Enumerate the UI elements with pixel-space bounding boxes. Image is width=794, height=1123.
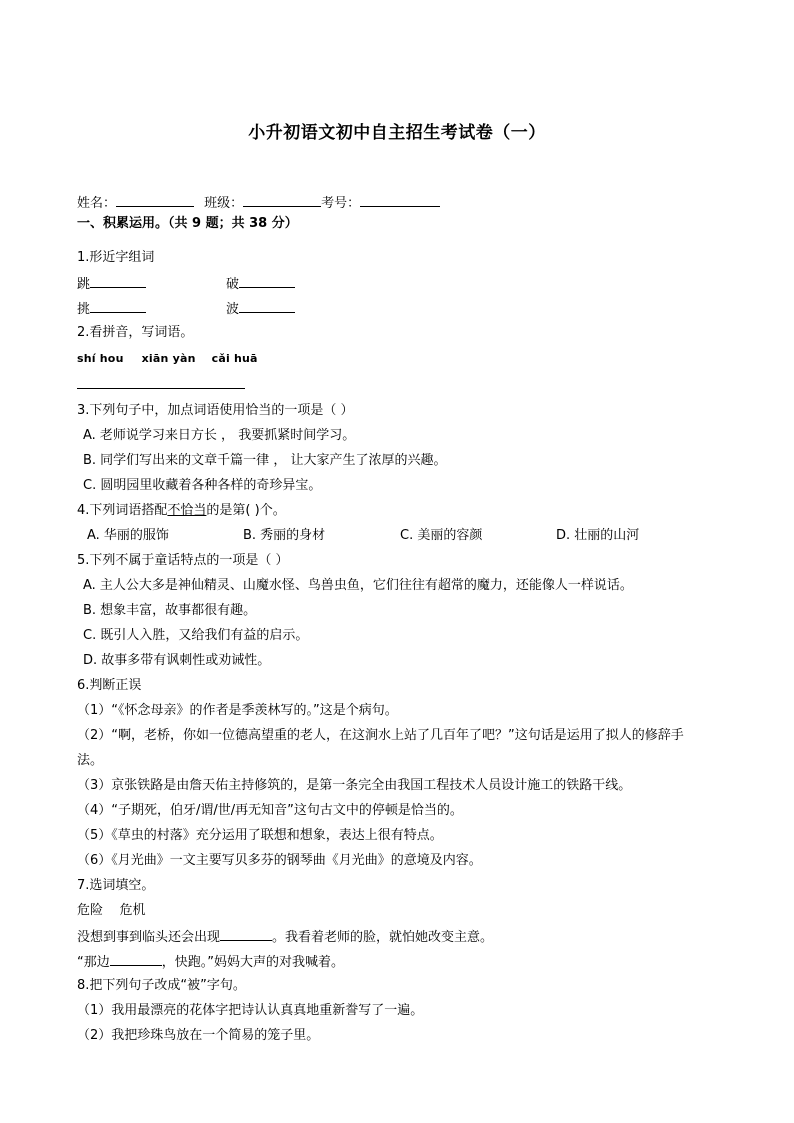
name-blank[interactable] — [116, 194, 194, 207]
q1-row-1 — [77, 275, 146, 293]
q7-line-1 — [77, 928, 493, 946]
q2-answer-row — [77, 376, 245, 394]
question-2-title: 2.看拼音，写词语。 — [77, 325, 194, 340]
q5-option-c[interactable]: C. 既引人入胜，又给我们有益的启示。 — [83, 628, 309, 643]
q6-item: （6）《月光曲》一文主要写贝多芬的钢琴曲《月光曲》的意境及内容。 — [77, 853, 482, 868]
q2-blank[interactable] — [131, 376, 189, 389]
q7-line1-post: 。我看着老师的脸，就怕她改变主意。 — [272, 930, 494, 945]
pinyin-item: shí hou — [77, 352, 124, 365]
q4-option-d[interactable]: D. 壮丽的山河 — [556, 528, 640, 543]
q3-option-b[interactable]: B. 同学们写出来的文章千篇一律 ， 让大家产生了浓厚的兴趣。 — [83, 453, 447, 468]
q5-option-a[interactable]: A. 主人公大多是神仙精灵、山魔水怪、鸟兽虫鱼，它们往往有超常的魔力，还能像人一样说话。 — [83, 578, 633, 593]
q7-blank-2[interactable] — [110, 953, 162, 966]
section-heading: 一、积累运用。（共 9 题；共 38 分） — [77, 216, 298, 231]
pinyin-item: xiān yàn — [141, 352, 196, 365]
q1-char: 波 — [226, 302, 240, 317]
question-3-title: 3.下列句子中，加点词语使用恰当的一项是（ ） — [77, 403, 354, 418]
q7-line2-pre: “那边 — [77, 955, 110, 970]
number-blank[interactable] — [360, 194, 440, 207]
q5-option-b[interactable]: B. 想象丰富，故事都很有趣。 — [83, 603, 257, 618]
q1-row-1b — [226, 275, 295, 293]
q2-pinyin-row — [77, 351, 258, 367]
q2-blank[interactable] — [189, 376, 245, 389]
q8-item: （1）我用最漂亮的花体字把诗认认真真地重新誊写了一遍。 — [77, 1003, 424, 1018]
q1-row-2b — [226, 300, 295, 318]
q1-char: 破 — [226, 277, 240, 292]
q3-option-c[interactable]: C. 圆明园里收藏着各种各样的奇珍异宝。 — [83, 478, 322, 493]
q7-line-2 — [77, 953, 344, 971]
q4-option-c[interactable]: C. 美丽的容颜 — [400, 528, 483, 543]
q6-item-cont: 法。 — [77, 753, 104, 768]
question-6-title: 6.判断正误 — [77, 678, 142, 693]
q1-blank[interactable] — [239, 275, 295, 288]
q3-option-a[interactable]: A. 老师说学习来日方长 ， 我要抓紧时间学习。 — [83, 428, 356, 443]
q4-title-mark: 不恰当 — [167, 503, 207, 518]
pinyin-item: cǎi huā — [211, 352, 258, 365]
q4-option-b[interactable]: B. 秀丽的身材 — [243, 528, 326, 543]
q4-title-post: 的是第( )个。 — [206, 503, 286, 518]
q8-item: （2）我把珍珠鸟放在一个简易的笼子里。 — [77, 1028, 320, 1043]
page-title: 小升初语文初中自主招生考试卷（一） — [248, 123, 546, 143]
q6-item: （3）京张铁路是由詹天佑主持修筑的，是第一条完全由我国工程技术人员设计施工的铁路干线。 — [77, 778, 632, 793]
question-5-title: 5.下列不属于童话特点的一项是（ ） — [77, 553, 289, 568]
q7-line1-pre: 没想到事到临头还会出现 — [77, 930, 221, 945]
q2-blank[interactable] — [77, 376, 131, 389]
q6-item: （5）《草虫的村落》充分运用了联想和想象，表达上很有特点。 — [77, 828, 443, 843]
q4-title-pre: 4.下列词语搭配 — [77, 503, 168, 518]
q1-char: 挑 — [77, 302, 91, 317]
name-label: 姓名： — [77, 196, 117, 211]
q5-option-d[interactable]: D. 故事多带有讽刺性或劝诫性。 — [83, 653, 271, 668]
question-8-title: 8.把下列句子改成“被”字句。 — [77, 978, 246, 993]
q6-item: （2）“啊，老桥，你如一位德高望重的老人，在这涧水上站了几百年了吧？”这句话是运用了拟人的修辞手 — [77, 728, 684, 743]
q7-blank-1[interactable] — [220, 928, 272, 941]
q4-option-a[interactable]: A. 华丽的服饰 — [87, 528, 169, 543]
class-label: 班级： — [204, 196, 244, 211]
q1-char: 跳 — [77, 277, 91, 292]
q1-blank[interactable] — [90, 300, 146, 313]
question-7-title: 7.选词填空。 — [77, 878, 155, 893]
number-label: 考号： — [321, 196, 361, 211]
q6-item: （4）“子期死，伯牙/谓/世/再无知音”这句古文中的停顿是恰当的。 — [77, 803, 463, 818]
q1-row-2 — [77, 300, 146, 318]
question-4-title — [77, 503, 286, 519]
q1-blank[interactable] — [239, 300, 295, 313]
student-info-line — [77, 194, 440, 212]
q1-blank[interactable] — [90, 275, 146, 288]
q6-item: （1）“《怀念母亲》的作者是季羡林写的。”这是个病句。 — [77, 703, 398, 718]
q7-word-choices: 危险 危机 — [77, 903, 146, 918]
q7-line2-post: ，快跑。”妈妈大声的对我喊着。 — [161, 955, 344, 970]
class-blank[interactable] — [243, 194, 321, 207]
question-1-title: 1.形近字组词 — [77, 250, 155, 265]
